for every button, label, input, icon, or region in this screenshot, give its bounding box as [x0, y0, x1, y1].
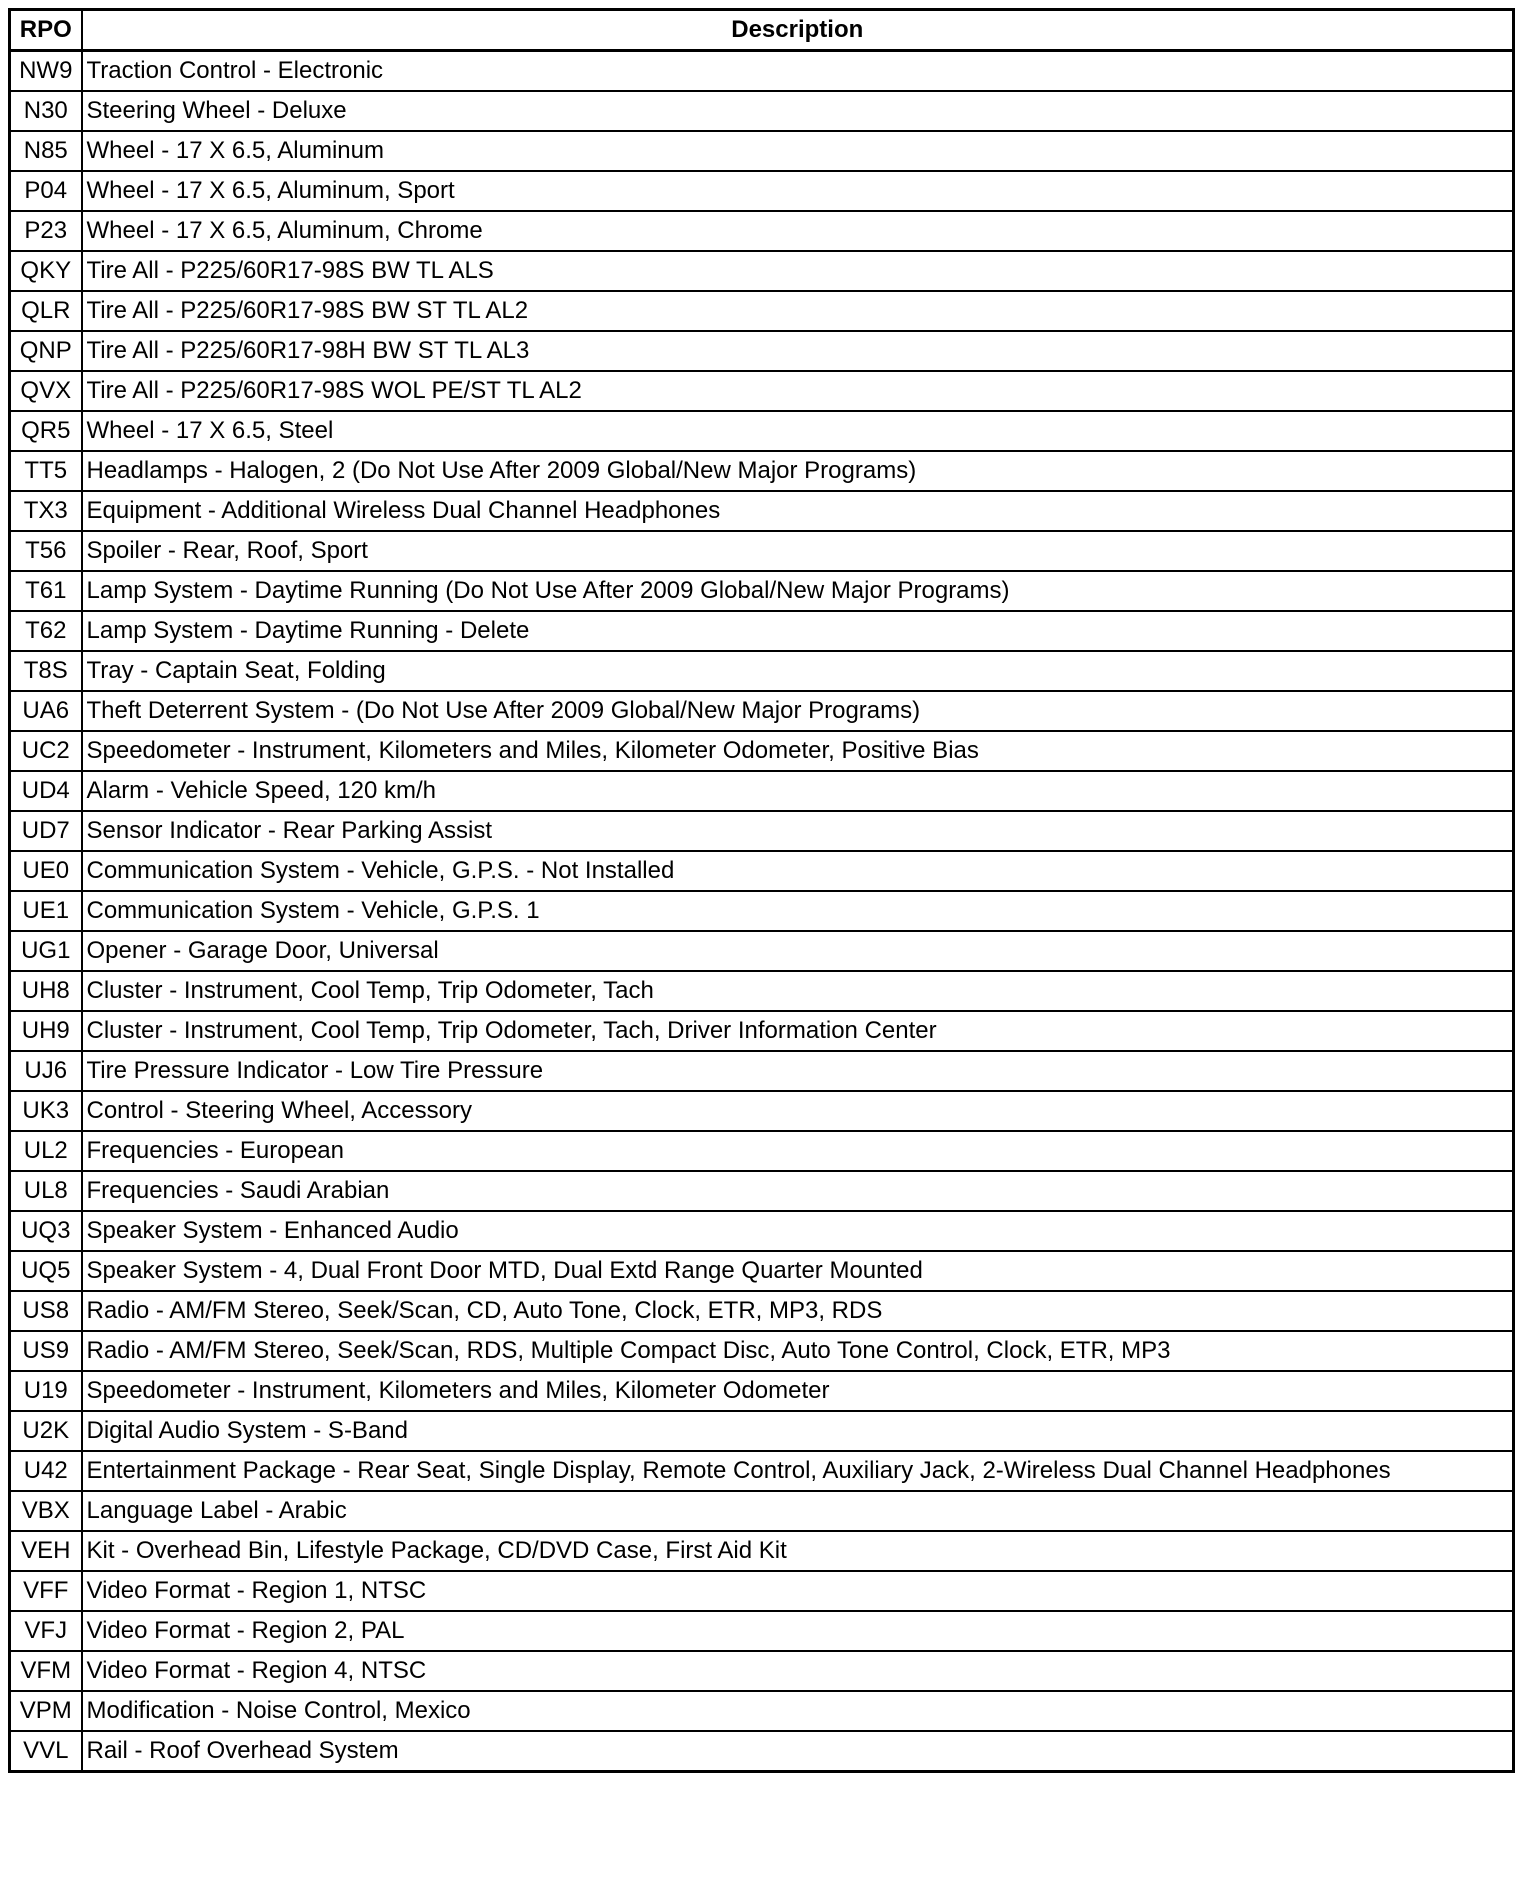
rpo-code-cell: UL2 — [10, 1131, 82, 1171]
description-cell: Lamp System - Daytime Running (Do Not Use After 2009 Global/New Major Programs) — [82, 571, 1514, 611]
rpo-code-cell: US8 — [10, 1291, 82, 1331]
table-row — [10, 771, 1514, 811]
table-row — [10, 1331, 1514, 1371]
description-cell: Kit - Overhead Bin, Lifestyle Package, CD/DVD Case, First Aid Kit — [82, 1531, 1514, 1571]
description-cell: Speedometer - Instrument, Kilometers and Miles, Kilometer Odometer — [82, 1371, 1514, 1411]
rpo-code-cell: TX3 — [10, 491, 82, 531]
description-cell: Tire All - P225/60R17-98H BW ST TL AL3 — [82, 331, 1514, 371]
rpo-code-cell: UE0 — [10, 851, 82, 891]
description-cell: Opener - Garage Door, Universal — [82, 931, 1514, 971]
description-cell: Control - Steering Wheel, Accessory — [82, 1091, 1514, 1131]
rpo-code-cell: VFF — [10, 1571, 82, 1611]
description-cell: Sensor Indicator - Rear Parking Assist — [82, 811, 1514, 851]
table-row — [10, 1531, 1514, 1571]
rpo-table — [8, 8, 1515, 1773]
table-row — [10, 1251, 1514, 1291]
rpo-code-cell: UA6 — [10, 691, 82, 731]
rpo-code-cell: N30 — [10, 91, 82, 131]
rpo-code-cell: US9 — [10, 1331, 82, 1371]
description-cell: Wheel - 17 X 6.5, Aluminum, Sport — [82, 171, 1514, 211]
rpo-code-cell: P23 — [10, 211, 82, 251]
description-cell: Communication System - Vehicle, G.P.S. - Not Installed — [82, 851, 1514, 891]
rpo-code-cell: UK3 — [10, 1091, 82, 1131]
description-cell: Video Format - Region 2, PAL — [82, 1611, 1514, 1651]
table-row — [10, 851, 1514, 891]
rpo-code-cell: UE1 — [10, 891, 82, 931]
table-row — [10, 1731, 1514, 1772]
description-cell: Cluster - Instrument, Cool Temp, Trip Odometer, Tach, Driver Information Center — [82, 1011, 1514, 1051]
table-row — [10, 91, 1514, 131]
rpo-code-cell: UD7 — [10, 811, 82, 851]
table-row — [10, 571, 1514, 611]
rpo-code-cell: UH8 — [10, 971, 82, 1011]
table-row — [10, 1011, 1514, 1051]
table-row — [10, 1571, 1514, 1611]
description-cell: Tire All - P225/60R17-98S BW TL ALS — [82, 251, 1514, 291]
table-row — [10, 1291, 1514, 1331]
table-row — [10, 451, 1514, 491]
table-header-row — [10, 10, 1514, 51]
description-cell: Video Format - Region 1, NTSC — [82, 1571, 1514, 1611]
rpo-code-cell: VFJ — [10, 1611, 82, 1651]
rpo-code-cell: T56 — [10, 531, 82, 571]
table-row — [10, 1611, 1514, 1651]
table-row — [10, 731, 1514, 771]
rpo-code-cell: VEH — [10, 1531, 82, 1571]
rpo-code-cell: VBX — [10, 1491, 82, 1531]
table-row — [10, 971, 1514, 1011]
column-header-rpo: RPO — [10, 10, 82, 51]
description-cell: Frequencies - Saudi Arabian — [82, 1171, 1514, 1211]
table-row — [10, 611, 1514, 651]
description-cell: Digital Audio System - S-Band — [82, 1411, 1514, 1451]
description-cell: Tire All - P225/60R17-98S WOL PE/ST TL AL2 — [82, 371, 1514, 411]
description-cell: Theft Deterrent System - (Do Not Use After 2009 Global/New Major Programs) — [82, 691, 1514, 731]
description-cell: Speedometer - Instrument, Kilometers and Miles, Kilometer Odometer, Positive Bias — [82, 731, 1514, 771]
description-cell: Lamp System - Daytime Running - Delete — [82, 611, 1514, 651]
description-cell: Cluster - Instrument, Cool Temp, Trip Odometer, Tach — [82, 971, 1514, 1011]
rpo-code-cell: QLR — [10, 291, 82, 331]
rpo-code-cell: UJ6 — [10, 1051, 82, 1091]
rpo-code-cell: UH9 — [10, 1011, 82, 1051]
description-cell: Wheel - 17 X 6.5, Aluminum — [82, 131, 1514, 171]
table-row — [10, 491, 1514, 531]
rpo-code-cell: U2K — [10, 1411, 82, 1451]
description-cell: Tire Pressure Indicator - Low Tire Pressure — [82, 1051, 1514, 1091]
rpo-code-cell: QNP — [10, 331, 82, 371]
table-row — [10, 1451, 1514, 1491]
table-row — [10, 651, 1514, 691]
description-cell: Tray - Captain Seat, Folding — [82, 651, 1514, 691]
rpo-code-cell: UD4 — [10, 771, 82, 811]
rpo-code-cell: QKY — [10, 251, 82, 291]
rpo-code-cell: NW9 — [10, 51, 82, 92]
rpo-code-cell: U19 — [10, 1371, 82, 1411]
rpo-code-cell: UL8 — [10, 1171, 82, 1211]
rpo-code-cell: VPM — [10, 1691, 82, 1731]
table-row — [10, 131, 1514, 171]
rpo-code-cell: UQ3 — [10, 1211, 82, 1251]
description-cell: Rail - Roof Overhead System — [82, 1731, 1514, 1772]
description-cell: Speaker System - Enhanced Audio — [82, 1211, 1514, 1251]
table-row — [10, 1211, 1514, 1251]
description-cell: Wheel - 17 X 6.5, Steel — [82, 411, 1514, 451]
table-row — [10, 1651, 1514, 1691]
description-cell: Tire All - P225/60R17-98S BW ST TL AL2 — [82, 291, 1514, 331]
rpo-code-cell: UG1 — [10, 931, 82, 971]
description-cell: Steering Wheel - Deluxe — [82, 91, 1514, 131]
description-cell: Alarm - Vehicle Speed, 120 km/h — [82, 771, 1514, 811]
table-row — [10, 1491, 1514, 1531]
rpo-code-cell: T62 — [10, 611, 82, 651]
table-row — [10, 171, 1514, 211]
table-row — [10, 531, 1514, 571]
description-cell: Wheel - 17 X 6.5, Aluminum, Chrome — [82, 211, 1514, 251]
description-cell: Headlamps - Halogen, 2 (Do Not Use After 2009 Global/New Major Programs) — [82, 451, 1514, 491]
table-row — [10, 1171, 1514, 1211]
column-header-description: Description — [82, 10, 1514, 51]
table-row — [10, 931, 1514, 971]
description-cell: Radio - AM/FM Stereo, Seek/Scan, RDS, Multiple Compact Disc, Auto Tone Control, Clock, ETR, MP3 — [82, 1331, 1514, 1371]
table-body — [10, 51, 1514, 1772]
table-row — [10, 891, 1514, 931]
table-row — [10, 411, 1514, 451]
table-row — [10, 251, 1514, 291]
description-cell: Language Label - Arabic — [82, 1491, 1514, 1531]
rpo-code-cell: UC2 — [10, 731, 82, 771]
rpo-code-cell: QVX — [10, 371, 82, 411]
table-row — [10, 51, 1514, 92]
table-row — [10, 1371, 1514, 1411]
rpo-code-cell: VVL — [10, 1731, 82, 1772]
rpo-code-cell: TT5 — [10, 451, 82, 491]
description-cell: Spoiler - Rear, Roof, Sport — [82, 531, 1514, 571]
description-cell: Modification - Noise Control, Mexico — [82, 1691, 1514, 1731]
description-cell: Entertainment Package - Rear Seat, Single Display, Remote Control, Auxiliary Jack, 2-Wireless Dual Channel Headphones — [82, 1451, 1514, 1491]
rpo-code-cell: N85 — [10, 131, 82, 171]
description-cell: Communication System - Vehicle, G.P.S. 1 — [82, 891, 1514, 931]
rpo-document — [8, 8, 1512, 1773]
description-cell: Radio - AM/FM Stereo, Seek/Scan, CD, Auto Tone, Clock, ETR, MP3, RDS — [82, 1291, 1514, 1331]
table-row — [10, 1131, 1514, 1171]
table-row — [10, 691, 1514, 731]
table-row — [10, 291, 1514, 331]
rpo-code-cell: VFM — [10, 1651, 82, 1691]
description-cell: Speaker System - 4, Dual Front Door MTD, Dual Extd Range Quarter Mounted — [82, 1251, 1514, 1291]
rpo-code-cell: T61 — [10, 571, 82, 611]
description-cell: Equipment - Additional Wireless Dual Channel Headphones — [82, 491, 1514, 531]
table-row — [10, 1411, 1514, 1451]
table-row — [10, 1051, 1514, 1091]
rpo-code-cell: UQ5 — [10, 1251, 82, 1291]
table-row — [10, 211, 1514, 251]
rpo-code-cell: T8S — [10, 651, 82, 691]
table-row — [10, 811, 1514, 851]
table-row — [10, 1691, 1514, 1731]
description-cell: Traction Control - Electronic — [82, 51, 1514, 92]
rpo-code-cell: P04 — [10, 171, 82, 211]
description-cell: Frequencies - European — [82, 1131, 1514, 1171]
rpo-code-cell: U42 — [10, 1451, 82, 1491]
rpo-code-cell: QR5 — [10, 411, 82, 451]
table-row — [10, 1091, 1514, 1131]
description-cell: Video Format - Region 4, NTSC — [82, 1651, 1514, 1691]
table-row — [10, 331, 1514, 371]
table-row — [10, 371, 1514, 411]
